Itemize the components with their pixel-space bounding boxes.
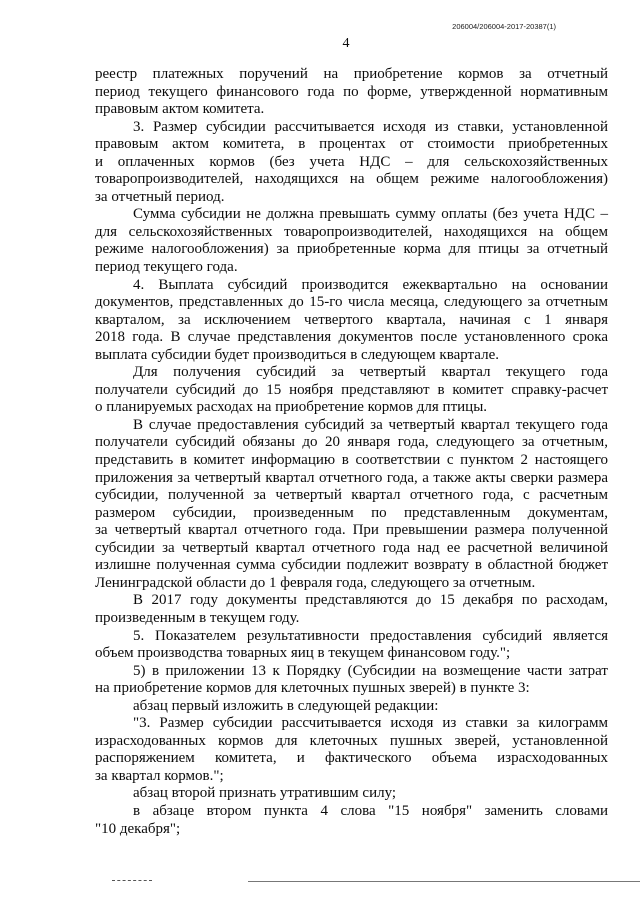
text-line: режиме налогообложения) за приобретенные корма для птицы за отчетный [95, 241, 608, 258]
text-line: 5) в приложении 13 к Порядку (Субсидии на возмещение части затрат [133, 662, 608, 679]
text-line: В случае предоставления субсидий за четвертый квартал текущего года [133, 416, 608, 433]
text-line: субсидии, полученной за четвертый квартал отчетного года, с расчетным [95, 487, 608, 504]
text-line: реестр платежных поручений на приобретение кормов за отчетный [95, 66, 608, 82]
paragraph [95, 803, 608, 838]
text-line: товаропроизводителей, находящихся на общем режиме налогообложения) [95, 171, 608, 188]
text-line: приложения за четвертый квартал отчетного года, а также акты сверки размера [95, 469, 608, 486]
text-line: "3. Размер субсидии рассчитывается исходя из ставки за килограмм [133, 715, 608, 732]
text-line: абзац второй признать утратившим силу; [133, 785, 397, 802]
text-line: и оплаченных кормов (без учета НДС – для сельскохозяйственных [95, 153, 608, 170]
footer-rule [248, 881, 640, 882]
paragraph [95, 698, 608, 716]
text-line: период текущего финансового года по форме, утвержденной нормативным [95, 83, 608, 100]
text-line: размером субсидии, произведенным по представленным документам, [95, 504, 608, 521]
paragraph [95, 628, 608, 663]
text-line: за отчетный период. [95, 188, 225, 205]
text-line: 2018 года. В случае представления документов после установленного срока [95, 329, 608, 346]
text-line: получатели субсидий обязаны до 20 января года, следующего за отчетным, [95, 434, 608, 451]
text-line: правовым актом комитета. [95, 101, 265, 118]
paragraph [95, 785, 608, 803]
text-line: документов, представленных до 15-го числа месяца, следующего за отчетным [95, 294, 608, 311]
text-line: для сельскохозяйственных товаропроизводителей, находящихся на общем [95, 223, 608, 240]
paragraph [95, 364, 608, 417]
text-line: распоряжением комитета, и фактического объема израсходованных [95, 750, 608, 767]
text-line: израсходованных кормов для клеточных пушных зверей, установленной [95, 732, 608, 749]
text-line: субсидии за четвертый квартал отчетного года над ее расчетной величиной [95, 539, 608, 556]
text-line: излишне полученная сумма субсидии подлежит возврату в областной бюджет [95, 557, 608, 574]
text-line: произведенным в текущем году. [95, 609, 300, 626]
document-id: 206004/206004-2017-20387(1) [452, 22, 556, 31]
text-line: 4. Выплата субсидий производится ежеквартально на основании [133, 276, 608, 293]
page-number: 4 [342, 36, 350, 51]
paragraph [95, 206, 608, 276]
paragraph [95, 277, 608, 365]
text-line: Ленинградской области до 1 февраля года, следующего за отчетным. [95, 574, 536, 591]
text-line: Сумма субсидии не должна превышать сумму оплаты (без учета НДС – [133, 206, 608, 223]
text-line: объем производства товарных яиц в текущем финансовом году."; [95, 645, 511, 662]
text-line: В 2017 году документы представляются до 15 декабря по расходам, [133, 592, 608, 609]
text-line: за квартал кормов."; [95, 767, 224, 784]
footer-dashes [112, 880, 152, 881]
text-line: в абзаце втором пункта 4 слова "15 ноября" заменить словами [133, 802, 608, 819]
paragraph [95, 592, 608, 627]
paragraph [95, 715, 608, 785]
text-line: кварталом, за исключением четвертого квартала, начиная с 1 января [95, 311, 608, 328]
text-line: за четвертый квартал отчетного года. При превышении размера полученной [95, 522, 608, 539]
text-line: 5. Показателем результативности предоставления субсидий является [133, 627, 608, 644]
paragraph [95, 417, 608, 592]
text-line: представить в комитет информацию в соответствии с пунктом 2 настоящего [95, 452, 608, 469]
text-line: Для получения субсидий за четвертый квартал текущего года [133, 364, 608, 381]
text-line: получатели субсидий до 15 ноября представляют в комитет справку-расчет [95, 381, 608, 398]
text-line: правовым актом комитета, в процентах от стоимости приобретенных [95, 136, 608, 153]
text-line: "10 декабря"; [95, 820, 181, 837]
paragraph [95, 66, 608, 119]
text-line: на приобретение кормов для клеточных пушных зверей) в пункте 3: [95, 680, 530, 697]
text-line: 3. Размер субсидии рассчитывается исходя из ставки, установленной [133, 118, 608, 135]
text-line: о планируемых расходах на приобретение кормов для птицы. [95, 399, 488, 416]
paragraph [95, 663, 608, 698]
document-body [95, 66, 608, 838]
paragraph [95, 119, 608, 207]
text-line: выплата субсидии будет производиться в следующем квартале. [95, 346, 499, 363]
text-line: абзац первый изложить в следующей редакции: [133, 697, 439, 714]
text-line: период текущего года. [95, 259, 238, 276]
